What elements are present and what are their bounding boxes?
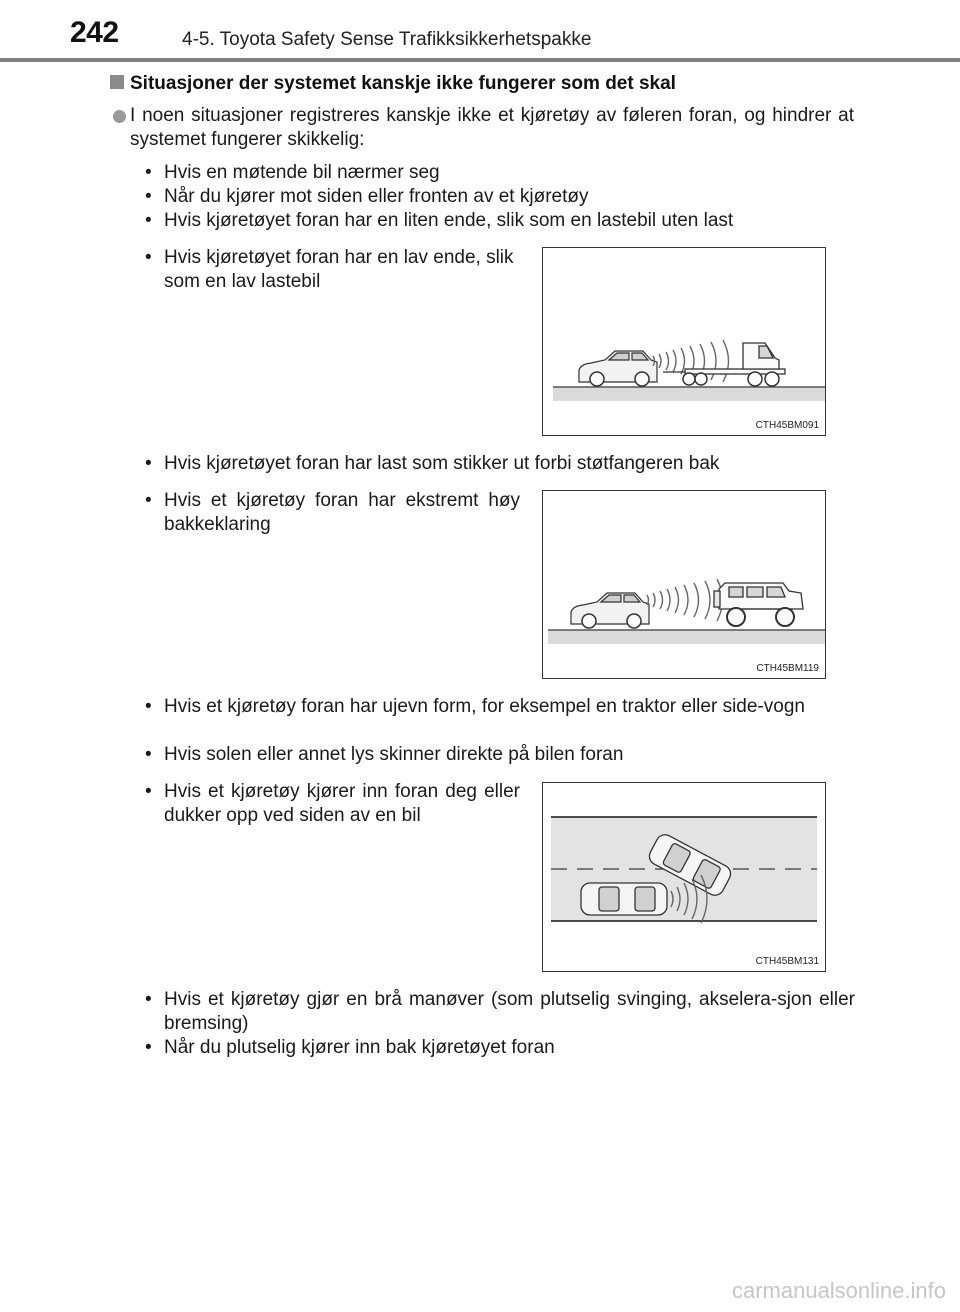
chapter-title: 4-5. Toyota Safety Sense Trafikksikkerhetspakke [182,29,592,50]
list-item-text: Hvis en møtende bil nærmer seg [164,162,440,183]
bullet-marker: • [145,162,152,183]
section-title [110,73,676,95]
list-item-text: Når du kjører mot siden eller fronten av et kjøretøy [164,186,589,207]
list-item [145,161,855,185]
figure-code: CTH45BM131 [755,956,819,967]
bullet-marker: • [145,696,152,717]
low-truck-shape [663,343,785,374]
intro-paragraph [130,104,854,152]
list-item-text: Hvis et kjøretøy gjør en brå manøver (som plutselig svinging, akselera-sjon eller bremsing) [164,989,855,1034]
figure-cut-in [542,782,826,972]
bullet-marker: • [145,210,152,231]
list-item [145,695,855,719]
list-item [145,780,520,828]
radar-waves [647,579,723,621]
intro-text: I noen situasjoner registreres kanskje ikke et kjøretøy av føleren foran, og hindrer at systemet fungerer skikkelig: [130,105,854,150]
bullet-marker: • [145,989,152,1010]
list-item-text: Når du plutselig kjører inn bak kjøretøyet foran [164,1037,555,1058]
list-item [145,988,855,1036]
figure-low-truck [542,247,826,436]
high-clearance-suv-shape [714,583,803,609]
page-number: 242 [70,16,119,49]
list-item-text: Hvis kjøretøyet foran har last som stikker ut forbi støtfangeren bak [164,453,720,474]
illustration-cut-in [543,783,825,971]
bullet-marker: • [145,490,152,511]
list-item [145,1036,855,1060]
figure-code: CTH45BM091 [755,420,819,431]
list-item [145,489,520,537]
list-item [145,743,855,767]
page-header [0,0,960,64]
list-item [145,209,855,233]
bullet-marker: • [145,186,152,207]
bullet-marker: • [145,247,152,268]
list-item-text: Hvis kjøretøyet foran har en liten ende, slik som en lastebil uten last [164,210,734,231]
header-rule [0,58,960,62]
list-item [145,452,855,476]
illustration-low-truck [543,248,825,435]
list-item-text: Hvis et kjøretøy foran har ujevn form, for eksempel en traktor eller side-vogn [164,696,805,717]
bullet-marker: • [145,1037,152,1058]
list-item-text: Hvis kjøretøyet foran har en lav ende, slik som en lav lastebil [164,247,514,292]
own-car-top-view [581,883,667,915]
list-item-text: Hvis solen eller annet lys skinner direkte på bilen foran [164,744,624,765]
square-bullet-icon [110,75,124,89]
figure-high-clearance [542,490,826,679]
bullet-marker: • [145,453,152,474]
figure-code: CTH45BM119 [756,663,819,674]
list-item [145,185,855,209]
section-title-text: Situasjoner der systemet kanskje ikke fungerer som det skal [130,73,676,94]
list-item-text: Hvis et kjøretøy foran har ekstremt høy bakkeklaring [164,490,520,535]
list-item-text: Hvis et kjøretøy kjører inn foran deg eller dukker opp ved siden av en bil [164,781,520,826]
bullet-marker: • [145,781,152,802]
bullet-marker: • [145,744,152,765]
list-item [145,246,520,294]
watermark: carmanualsonline.info [731,1278,946,1303]
circle-bullet-icon [113,110,126,123]
illustration-high-clearance [543,491,825,678]
